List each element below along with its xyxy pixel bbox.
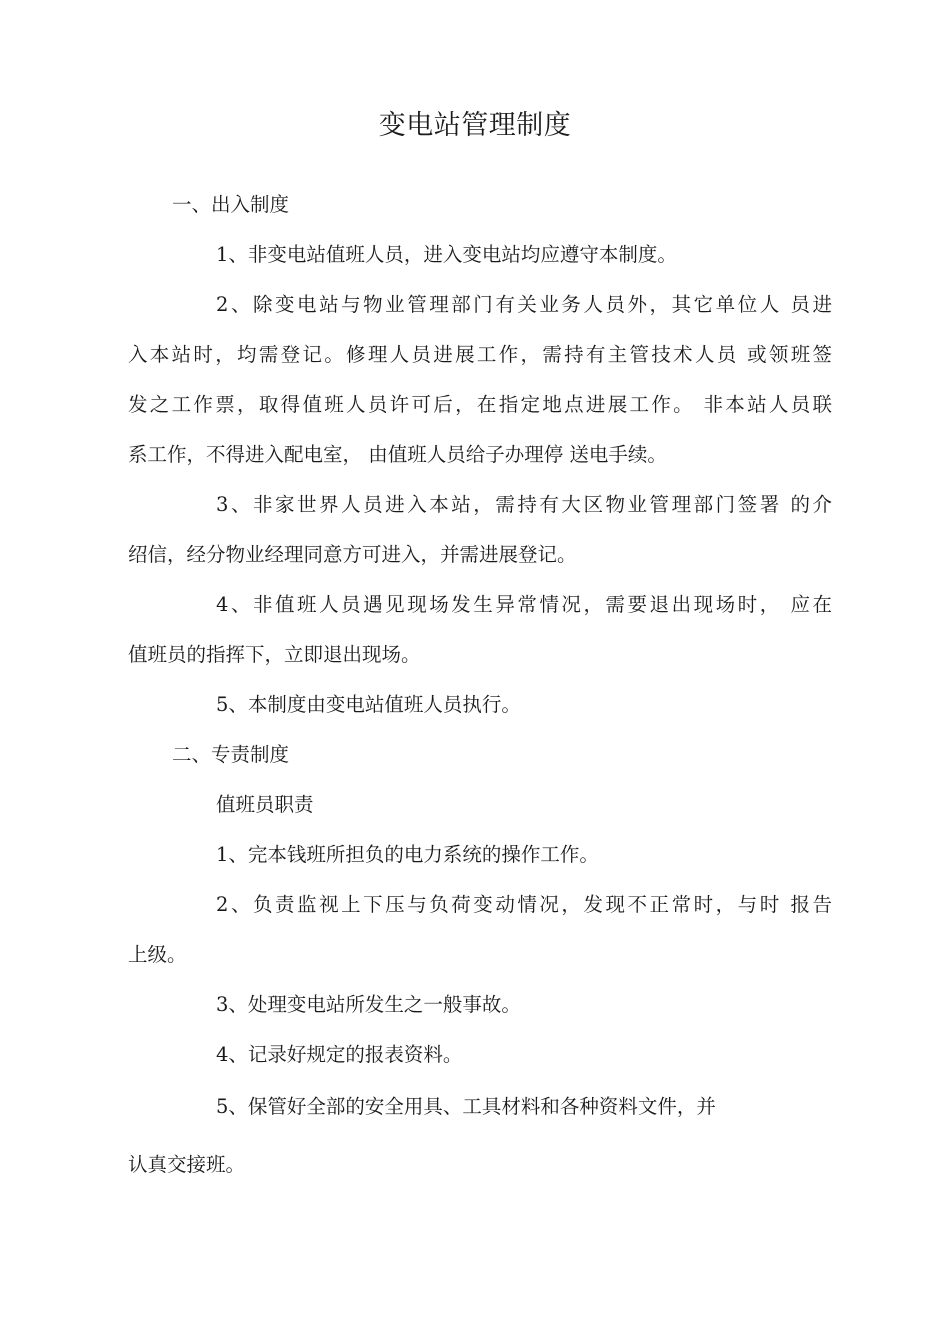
paragraph-line: 绍信，经分物业经理同意方可进入，并需进展登记。 [128, 543, 577, 566]
paragraph-line: 1、非变电站值班人员，进入变电站均应遵守本制度。 [216, 243, 677, 266]
paragraph-line: 2、除变电站与物业管理部门有关业务人员外，其它单位人 员进 [216, 293, 832, 316]
paragraph-line: 3、处理变电站所发生之一般事故。 [216, 993, 521, 1016]
paragraph-line: 1、完本钱班所担负的电力系统的操作工作。 [216, 843, 599, 866]
paragraph-line: 5、保管好全部的安全用具、工具材料和各种资料文件，并 [216, 1095, 716, 1118]
document-title: 变电站管理制度 [378, 110, 572, 141]
subsection-heading: 值班员职责 [216, 793, 314, 816]
section-heading-entry: 一、出入制度 [172, 193, 290, 216]
paragraph-line: 发之工作票，取得值班人员许可后，在指定地点进展工作。 非本站人员联 [128, 393, 832, 416]
paragraph-line: 4、记录好规定的报表资料。 [216, 1043, 463, 1066]
paragraph-line: 2、负责监视上下压与负荷变动情况，发现不正常时，与时 报告 [216, 893, 832, 916]
paragraph-line: 认真交接班。 [128, 1153, 246, 1176]
paragraph-line: 5、本制度由变电站值班人员执行。 [216, 693, 521, 716]
paragraph-line: 系工作，不得进入配电室， 由值班人员给子办理停 送电手续。 [128, 443, 667, 466]
section-heading-duty: 二、专责制度 [172, 743, 290, 766]
paragraph-line: 入本站时，均需登记。修理人员进展工作，需持有主管技术人员 或领班签 [128, 343, 832, 366]
paragraph-line: 3、非家世界人员进入本站，需持有大区物业管理部门签署 的介 [216, 493, 832, 516]
paragraph-line: 值班员的指挥下，立即退出现场。 [128, 643, 421, 666]
paragraph-line: 4、非值班人员遇见现场发生异常情况，需要退出现场时， 应在 [216, 593, 832, 616]
paragraph-line: 上级。 [128, 943, 187, 966]
